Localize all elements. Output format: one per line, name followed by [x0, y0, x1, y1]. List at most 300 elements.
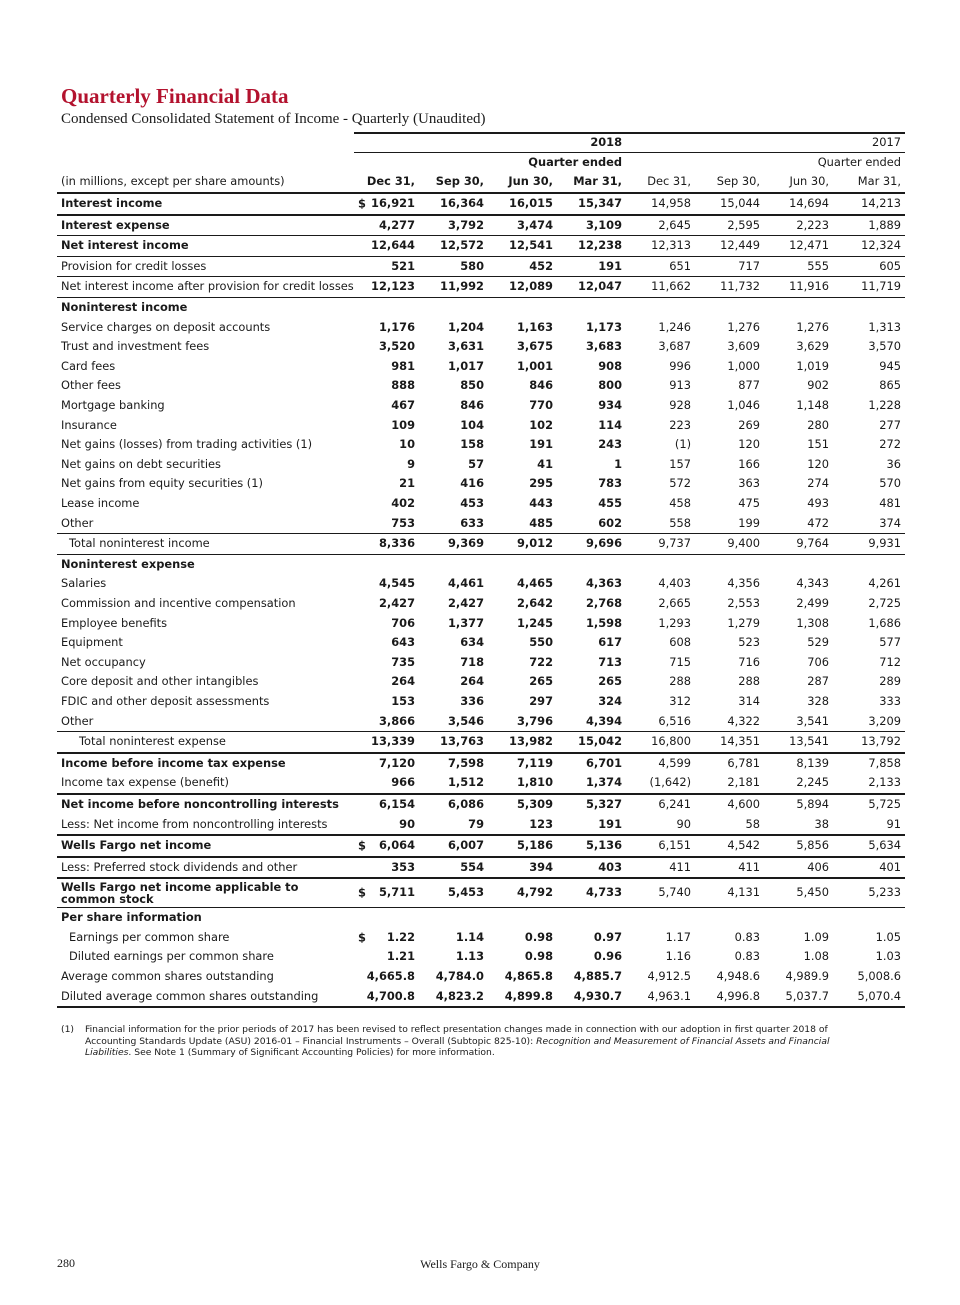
cell-2018-q2: 452: [488, 256, 557, 277]
cell-2017-q2: 13,541: [764, 732, 833, 753]
cell-2018-q1: 617: [598, 635, 623, 650]
footnote-text-a: Financial information for the prior periods of 2017 has been revised to reflect presentation changes made in connection with our adoption in first quarter 2018 of Accounting Standards Update (ASU) 2016-01 – Financial Instruments – Overall (Subtopic 825-10):: [85, 1024, 828, 1047]
table-row: [57, 435, 905, 455]
cell-2018-q4: 521: [354, 256, 419, 277]
cell-2018-q4: 4,700.8: [354, 987, 419, 1008]
cell-2018-q4: 643: [391, 635, 415, 650]
cell-2017-q3: 269: [738, 417, 761, 432]
cell-2018-q4: 1.21: [386, 949, 415, 964]
cell-2018-q3: 7,598: [419, 753, 488, 774]
cell-2017-q4: 913: [669, 378, 692, 393]
cell-2017-q3: 0.83: [734, 949, 761, 964]
col-header-2018-q4: Dec 31,: [354, 172, 419, 193]
empty-cell: [695, 554, 764, 574]
cell-2018-q3: 13,763: [419, 732, 488, 753]
cell-2017-q1: 1,889: [833, 215, 905, 236]
cell-2017-q1: 1,313: [868, 319, 902, 334]
quarter-ended-2017: Quarter ended: [626, 153, 905, 173]
cell-2018-q1: 4,363: [585, 576, 623, 591]
cell-2018-q4: 888: [391, 378, 415, 393]
cell-2018-q4: 966: [391, 775, 415, 790]
cell-2017-q1: 5,725: [833, 794, 905, 815]
table-row: [57, 908, 905, 928]
cell-2018-q4: 753: [391, 515, 415, 530]
cell-2017-q1: 1,228: [868, 398, 902, 413]
row-label-income-tax-expense: Income tax expense (benefit): [61, 775, 229, 790]
footnote-text-b: . See Note 1 (Summary of Significant Accounting Policies) for more information.: [128, 1047, 495, 1058]
cell-2017-q2: 1,308: [796, 615, 830, 630]
table-row: [57, 337, 905, 357]
cell-2017-q2: 2,499: [796, 595, 830, 610]
cell-2017-q3: 199: [738, 515, 761, 530]
empty-cell: [488, 297, 557, 317]
cell-2018-q2: 0.98: [524, 929, 553, 944]
col-header-2017-q2: Jun 30,: [764, 172, 833, 193]
cell-2017-q3: 716: [738, 654, 761, 669]
page-number: 280: [57, 1256, 75, 1270]
table-row: [57, 987, 905, 1008]
table-row: [57, 732, 905, 753]
cell-value: 16,921: [371, 196, 415, 211]
row-label-per-share-information: Per share information: [57, 908, 354, 928]
cell-2017-q2: 493: [807, 496, 830, 510]
row-label-net-occupancy: Net occupancy: [61, 654, 146, 669]
cell-2018-q3: 718: [460, 654, 484, 669]
cell-2017-q3: 1,046: [727, 398, 761, 413]
empty-cell: [833, 297, 905, 317]
cell-2018-q4: 109: [391, 417, 415, 432]
cell-2017-q2: 5,894: [764, 794, 833, 815]
cell-2018-q3: 79: [468, 816, 484, 831]
cell-2017-q3: 288: [738, 674, 761, 689]
cell-2018-q4: 3,866: [378, 713, 415, 728]
cell-2017-q3: 1,276: [727, 319, 761, 334]
col-header-2018-q3: Sep 30,: [419, 172, 488, 193]
cell-2017-q1: 3,570: [868, 339, 902, 354]
cell-2017-q4: 1,246: [658, 319, 692, 334]
cell-2018-q2: 5,309: [488, 794, 557, 815]
col-header-2017-q3: Sep 30,: [695, 172, 764, 193]
row-label-trust-and-investment-fees: Trust and investment fees: [61, 339, 210, 354]
empty-cell: [557, 908, 626, 928]
cell-2017-q3: 12,449: [695, 236, 764, 257]
cell-2017-q2: 4,343: [796, 576, 830, 591]
cell-2017-q4: 4,403: [658, 576, 692, 591]
cell-2017-q4: 312: [669, 693, 692, 708]
cell-2018-q3: 846: [460, 398, 484, 413]
cell-2018-q4: 21: [399, 476, 415, 491]
cell-2018-q1: 1,374: [585, 775, 623, 790]
cell-2018-q3: 3,631: [447, 339, 484, 354]
cell-2018-q1: 12,238: [557, 236, 626, 257]
cell-2018-q1: 9,696: [557, 534, 626, 555]
cell-2018-q4: 4,277: [354, 215, 419, 236]
cell-2018-q2: 5,186: [488, 835, 557, 857]
cell-2017-q3: 363: [738, 476, 761, 491]
cell-2017-q4: 6,241: [626, 794, 695, 815]
cell-2017-q4: 16,800: [626, 732, 695, 753]
cell-2018-q1: 4,733: [557, 878, 626, 908]
row-label-net-interest-income: Net interest income: [57, 236, 354, 257]
cell-2017-q1: 11,719: [833, 277, 905, 298]
table-row: [57, 574, 905, 594]
cell-2017-q2: 1,276: [796, 319, 830, 334]
cell-2017-q3: 4,600: [695, 794, 764, 815]
cell-2018-q4: 353: [354, 857, 419, 879]
cell-2018-q2: 3,796: [516, 713, 553, 728]
cell-2017-q1: 3,209: [868, 713, 902, 728]
cell-2017-q4: 6,516: [658, 713, 692, 728]
cell-2018-q1: 713: [598, 654, 623, 669]
year-2018-header: 2018: [354, 133, 626, 153]
empty-cell: [695, 908, 764, 928]
cell-2018-q3: 6,007: [419, 835, 488, 857]
table-row: [57, 236, 905, 257]
cell-2017-q1: 374: [879, 515, 902, 530]
cell-2017-q2: 328: [807, 693, 830, 708]
table-row: [57, 416, 905, 436]
cell-2017-q2: 706: [807, 654, 830, 669]
cell-2017-q3: 58: [745, 816, 761, 831]
cell-2017-q2: 11,916: [764, 277, 833, 298]
cell-2018-q1: 455: [598, 496, 623, 510]
cell-2017-q4: 2,645: [626, 215, 695, 236]
cell-2018-q2: 297: [529, 693, 553, 708]
page-subtitle: Condensed Consolidated Statement of Income - Quarterly (Unaudited): [61, 111, 486, 127]
cell-2017-q2: 12,471: [764, 236, 833, 257]
empty-cell: [354, 908, 419, 928]
cell-2017-q2: 3,629: [796, 339, 830, 354]
cell-2018-q3: 3,546: [447, 713, 484, 728]
cell-2018-q2: 2,642: [516, 595, 553, 610]
cell-2018-q4: 7,120: [354, 753, 419, 774]
cell-2017-q1: 13,792: [833, 732, 905, 753]
cell-2017-q4: 996: [669, 358, 692, 373]
table-row: [57, 357, 905, 377]
cell-2017-q2: 14,694: [764, 193, 833, 215]
cell-2018-q3: 416: [460, 476, 484, 491]
table-row: [57, 193, 905, 215]
cell-2018-q3: 1.13: [455, 949, 484, 964]
cell-2018-q2: 3,474: [488, 215, 557, 236]
cell-2017-q2: 1,019: [796, 358, 830, 373]
empty-cell: [626, 554, 695, 574]
cell-2017-q4: 1.16: [665, 949, 692, 964]
cell-2018-q3: 1.14: [455, 929, 484, 944]
cell-2018-q1: 602: [598, 515, 623, 530]
cell-2018-q1: 243: [598, 437, 623, 452]
table-row: [57, 794, 905, 815]
cell-2018-q4: 735: [391, 654, 415, 669]
cell-2017-q1: 9,931: [833, 534, 905, 555]
cell-2018-q2: 191: [529, 437, 553, 452]
cell-2017-q4: (1): [674, 437, 692, 452]
cell-2018-q3: 1,512: [447, 775, 484, 790]
cell-2018-q3: 5,453: [419, 878, 488, 908]
row-label-commission-and-incentive-compensation: Commission and incentive compensation: [61, 595, 296, 610]
cell-2018-q4: 12,123: [354, 277, 419, 298]
cell-2017-q2: 5,856: [764, 835, 833, 857]
cell-2017-q3: 877: [738, 378, 761, 393]
cell-2017-q4: 1,293: [658, 615, 692, 630]
cell-2017-q1: 91: [886, 816, 902, 831]
cell-2017-q4: 11,662: [626, 277, 695, 298]
empty-cell: [833, 908, 905, 928]
cell-2018-q4: 10: [399, 437, 415, 452]
footer-company: Wells Fargo & Company: [420, 1257, 540, 1271]
cell-2017-q1: 4,261: [868, 576, 902, 591]
cell-2017-q1: 5,233: [833, 878, 905, 908]
cell-2018-q1: 783: [598, 476, 623, 491]
cell-2017-q1: 945: [879, 358, 902, 373]
col-header-2018-q1: Mar 31,: [557, 172, 626, 193]
cell-2018-q4: 4,545: [378, 576, 415, 591]
cell-2018-q3: 4,784.0: [435, 969, 484, 984]
cell-2018-q4: 4,665.8: [366, 969, 415, 984]
empty-cell: [833, 554, 905, 574]
cell-2017-q3: 4,322: [727, 713, 761, 728]
cell-2017-q3: 4,131: [695, 878, 764, 908]
table-row: [57, 554, 905, 574]
cell-2018-q3: 634: [460, 635, 484, 650]
empty-cell: [419, 554, 488, 574]
cell-2017-q2: 5,037.7: [764, 987, 833, 1008]
cell-2017-q3: 4,542: [695, 835, 764, 857]
cell-2018-q2: 1,163: [516, 319, 553, 334]
cell-2018-q3: 453: [460, 496, 484, 510]
cell-2018-q3: 1,377: [447, 615, 484, 630]
cell-2017-q4: 2,665: [658, 595, 692, 610]
row-label-interest-expense: Interest expense: [57, 215, 354, 236]
cell-2017-q3: 4,356: [727, 576, 761, 591]
row-label-total-noninterest-income: Total noninterest income: [57, 534, 354, 555]
cell-2017-q4: 6,151: [626, 835, 695, 857]
row-label-net-income-before-noncontrolling-interests: Net income before noncontrolling interests: [57, 794, 354, 815]
cell-2017-q1: 481: [879, 496, 902, 510]
cell-2017-q2: 287: [807, 674, 830, 689]
table-row: [57, 947, 905, 967]
cell-2018-q2: 295: [529, 476, 553, 491]
cell-2017-q4: 715: [669, 654, 692, 669]
cell-2017-q2: 529: [807, 635, 830, 650]
cell-2018-q1: 4,885.7: [573, 969, 623, 984]
empty-cell: [557, 297, 626, 317]
row-label-less-preferred-stock-dividends-and-other: Less: Preferred stock dividends and other: [57, 857, 354, 879]
row-label-service-charges-on-deposit-accounts: Service charges on deposit accounts: [61, 319, 271, 334]
row-label-equipment: Equipment: [61, 635, 123, 650]
cell-2017-q4: 288: [669, 674, 692, 689]
cell-2018-q4: [354, 193, 419, 215]
cell-2018-q3: 12,572: [419, 236, 488, 257]
cell-2018-q4: 402: [391, 496, 415, 510]
cell-2018-q1: 4,930.7: [557, 987, 626, 1008]
empty-cell: [626, 908, 695, 928]
cell-2017-q3: 1,279: [727, 615, 761, 630]
income-statement-table: [57, 132, 905, 1008]
cell-2018-q2: 4,792: [488, 878, 557, 908]
row-label-provision-for-credit-losses: Provision for credit losses: [57, 256, 354, 277]
cell-2018-q4: 13,339: [354, 732, 419, 753]
cell-2018-q3: 9,369: [419, 534, 488, 555]
table-row: [57, 928, 905, 948]
cell-2017-q2: 1.09: [803, 929, 830, 944]
cell-2017-q4: 12,313: [626, 236, 695, 257]
cell-2018-q4: 981: [391, 358, 415, 373]
cell-2017-q4: 651: [626, 256, 695, 277]
cell-2017-q3: 120: [738, 437, 761, 452]
row-label-net-gains-from-equity-securities: Net gains from equity securities (1): [61, 476, 263, 491]
cell-2018-q2: 1,810: [516, 775, 553, 790]
cell-2017-q1: 712: [879, 654, 902, 669]
units-label: (in millions, except per share amounts): [57, 172, 354, 193]
cell-2017-q4: 558: [669, 515, 692, 530]
cell-2018-q4: 8,336: [354, 534, 419, 555]
cell-2018-q3: 4,461: [447, 576, 484, 591]
cell-2018-q3: 104: [460, 417, 484, 432]
table-row: [57, 297, 905, 317]
cell-2017-q3: 11,732: [695, 277, 764, 298]
cell-2017-q2: 2,245: [796, 775, 830, 790]
currency-symbol: $: [358, 196, 366, 211]
cell-2018-q3: 554: [419, 857, 488, 879]
row-label-fdic-and-other-deposit-assessments: FDIC and other deposit assessments: [61, 693, 270, 708]
row-label-employee-benefits: Employee benefits: [61, 615, 168, 630]
currency-symbol: $: [358, 929, 366, 944]
cell-2018-q3: 3,792: [419, 215, 488, 236]
cell-2018-q4: 2,427: [378, 595, 415, 610]
table-row: [57, 753, 905, 774]
table-row: [57, 835, 905, 857]
cell-2018-q1: 265: [598, 674, 623, 689]
row-label-net-gains-from-trading-activities: Net gains (losses) from trading activities (1): [61, 437, 313, 452]
cell-2017-q2: 38: [814, 816, 830, 831]
row-label-income-before-income-tax-expense: Income before income tax expense: [57, 753, 354, 774]
table-row: [57, 814, 905, 835]
cell-2017-q2: 120: [807, 456, 830, 471]
cell-2018-q3: 4,823.2: [419, 987, 488, 1008]
row-label-other: Other: [61, 515, 94, 530]
page-title: Quarterly Financial Data: [61, 84, 289, 108]
cell-2017-q4: 458: [669, 496, 692, 510]
cell-2018-q2: 4,465: [516, 576, 553, 591]
cell-2018-q4: 3,520: [378, 339, 415, 354]
cell-value: 6,064: [378, 838, 415, 853]
empty-cell: [764, 908, 833, 928]
cell-2018-q4: [354, 928, 419, 948]
cell-2018-q2: 7,119: [488, 753, 557, 774]
cell-2017-q4: 4,963.1: [626, 987, 695, 1008]
cell-2018-q4: 153: [391, 693, 415, 708]
table-row: [57, 534, 905, 555]
currency-symbol: $: [358, 885, 366, 900]
row-label-net-interest-income-after-provision-for-credit-losses: Net interest income after provision for credit losses: [57, 277, 354, 298]
cell-2018-q3: 11,992: [419, 277, 488, 298]
cell-2018-q2: 12,541: [488, 236, 557, 257]
cell-2017-q2: 2,223: [764, 215, 833, 236]
cell-2017-q1: 1.03: [875, 949, 902, 964]
cell-2017-q3: 3,609: [727, 339, 761, 354]
row-label-earnings-per-common-share: Earnings per common share: [69, 929, 230, 944]
cell-2018-q3: 57: [468, 456, 484, 471]
cell-2017-q4: 157: [669, 456, 692, 471]
cell-2018-q3: 1,204: [447, 319, 484, 334]
cell-2018-q1: 15,042: [557, 732, 626, 753]
footnote-text-italic: Recognition and Measurement of Financial Assets and Financial Liabilities: [85, 1035, 830, 1058]
row-label-less-net-income-from-noncontrolling-interests: Less: Net income from noncontrolling interests: [61, 816, 328, 831]
cell-2018-q1: 15,347: [557, 193, 626, 215]
cell-2017-q4: 4,599: [626, 753, 695, 774]
cell-2017-q1: 272: [879, 437, 902, 452]
table-row: [57, 857, 905, 879]
table-row: [57, 494, 905, 514]
footnote-text: [85, 1024, 875, 1059]
cell-2017-q3: 475: [738, 496, 761, 510]
col-header-2017-q1: Mar 31,: [833, 172, 905, 193]
cell-2017-q4: 14,958: [626, 193, 695, 215]
cell-2018-q4: 90: [399, 816, 415, 831]
table-row: [57, 215, 905, 236]
cell-2017-q2: 4,989.9: [785, 969, 830, 984]
table-row: [57, 376, 905, 396]
cell-2017-q3: 4,996.8: [695, 987, 764, 1008]
table-row: [57, 878, 905, 908]
cell-2017-q1: 277: [879, 417, 902, 432]
cell-2017-q1: 2,133: [868, 775, 902, 790]
cell-2017-q4: (1,642): [649, 775, 692, 790]
cell-2018-q2: 4,899.8: [488, 987, 557, 1008]
cell-2018-q4: 467: [391, 398, 415, 413]
cell-2017-q4: 5,740: [626, 878, 695, 908]
cell-2017-q3: 166: [738, 456, 761, 471]
cell-2017-q2: 274: [807, 476, 830, 491]
cell-2018-q1: 6,701: [557, 753, 626, 774]
year-2017-header: 2017: [626, 133, 905, 153]
cell-2018-q1: 0.96: [593, 949, 623, 964]
table-row: [57, 967, 905, 987]
cell-2017-q1: 401: [833, 857, 905, 879]
cell-2017-q2: 472: [807, 515, 830, 530]
cell-2017-q3: 523: [738, 635, 761, 650]
row-label-salaries: Salaries: [61, 576, 107, 591]
cell-2018-q4: 9: [407, 456, 415, 471]
cell-2018-q3: 850: [460, 378, 484, 393]
cell-2018-q1: 12,047: [557, 277, 626, 298]
table-row: [57, 318, 905, 338]
col-header-2018-q2: Jun 30,: [488, 172, 557, 193]
cell-2018-q2: 1,245: [516, 615, 553, 630]
cell-2017-q1: 7,858: [833, 753, 905, 774]
cell-2017-q1: 1.05: [875, 929, 902, 944]
cell-2018-q2: 13,982: [488, 732, 557, 753]
cell-2018-q2: 3,675: [516, 339, 553, 354]
empty-cell: [488, 908, 557, 928]
cell-2018-q1: 191: [598, 816, 623, 831]
cell-2018-q1: 1,598: [585, 615, 623, 630]
table-row: [57, 711, 905, 731]
cell-2017-q3: 314: [738, 693, 761, 708]
cell-2018-q2: 16,015: [488, 193, 557, 215]
cell-2017-q2: 280: [807, 417, 830, 432]
row-label-interest-income: Interest income: [57, 193, 354, 215]
cell-2018-q4: 264: [391, 674, 415, 689]
cell-2018-q1: 5,136: [557, 835, 626, 857]
cell-2018-q2: 123: [529, 816, 553, 831]
empty-cell: [354, 297, 419, 317]
cell-2018-q4: 1,176: [378, 319, 415, 334]
table-row: [57, 277, 905, 298]
cell-2017-q1: 36: [886, 456, 902, 471]
cell-2017-q4: 928: [669, 398, 692, 413]
